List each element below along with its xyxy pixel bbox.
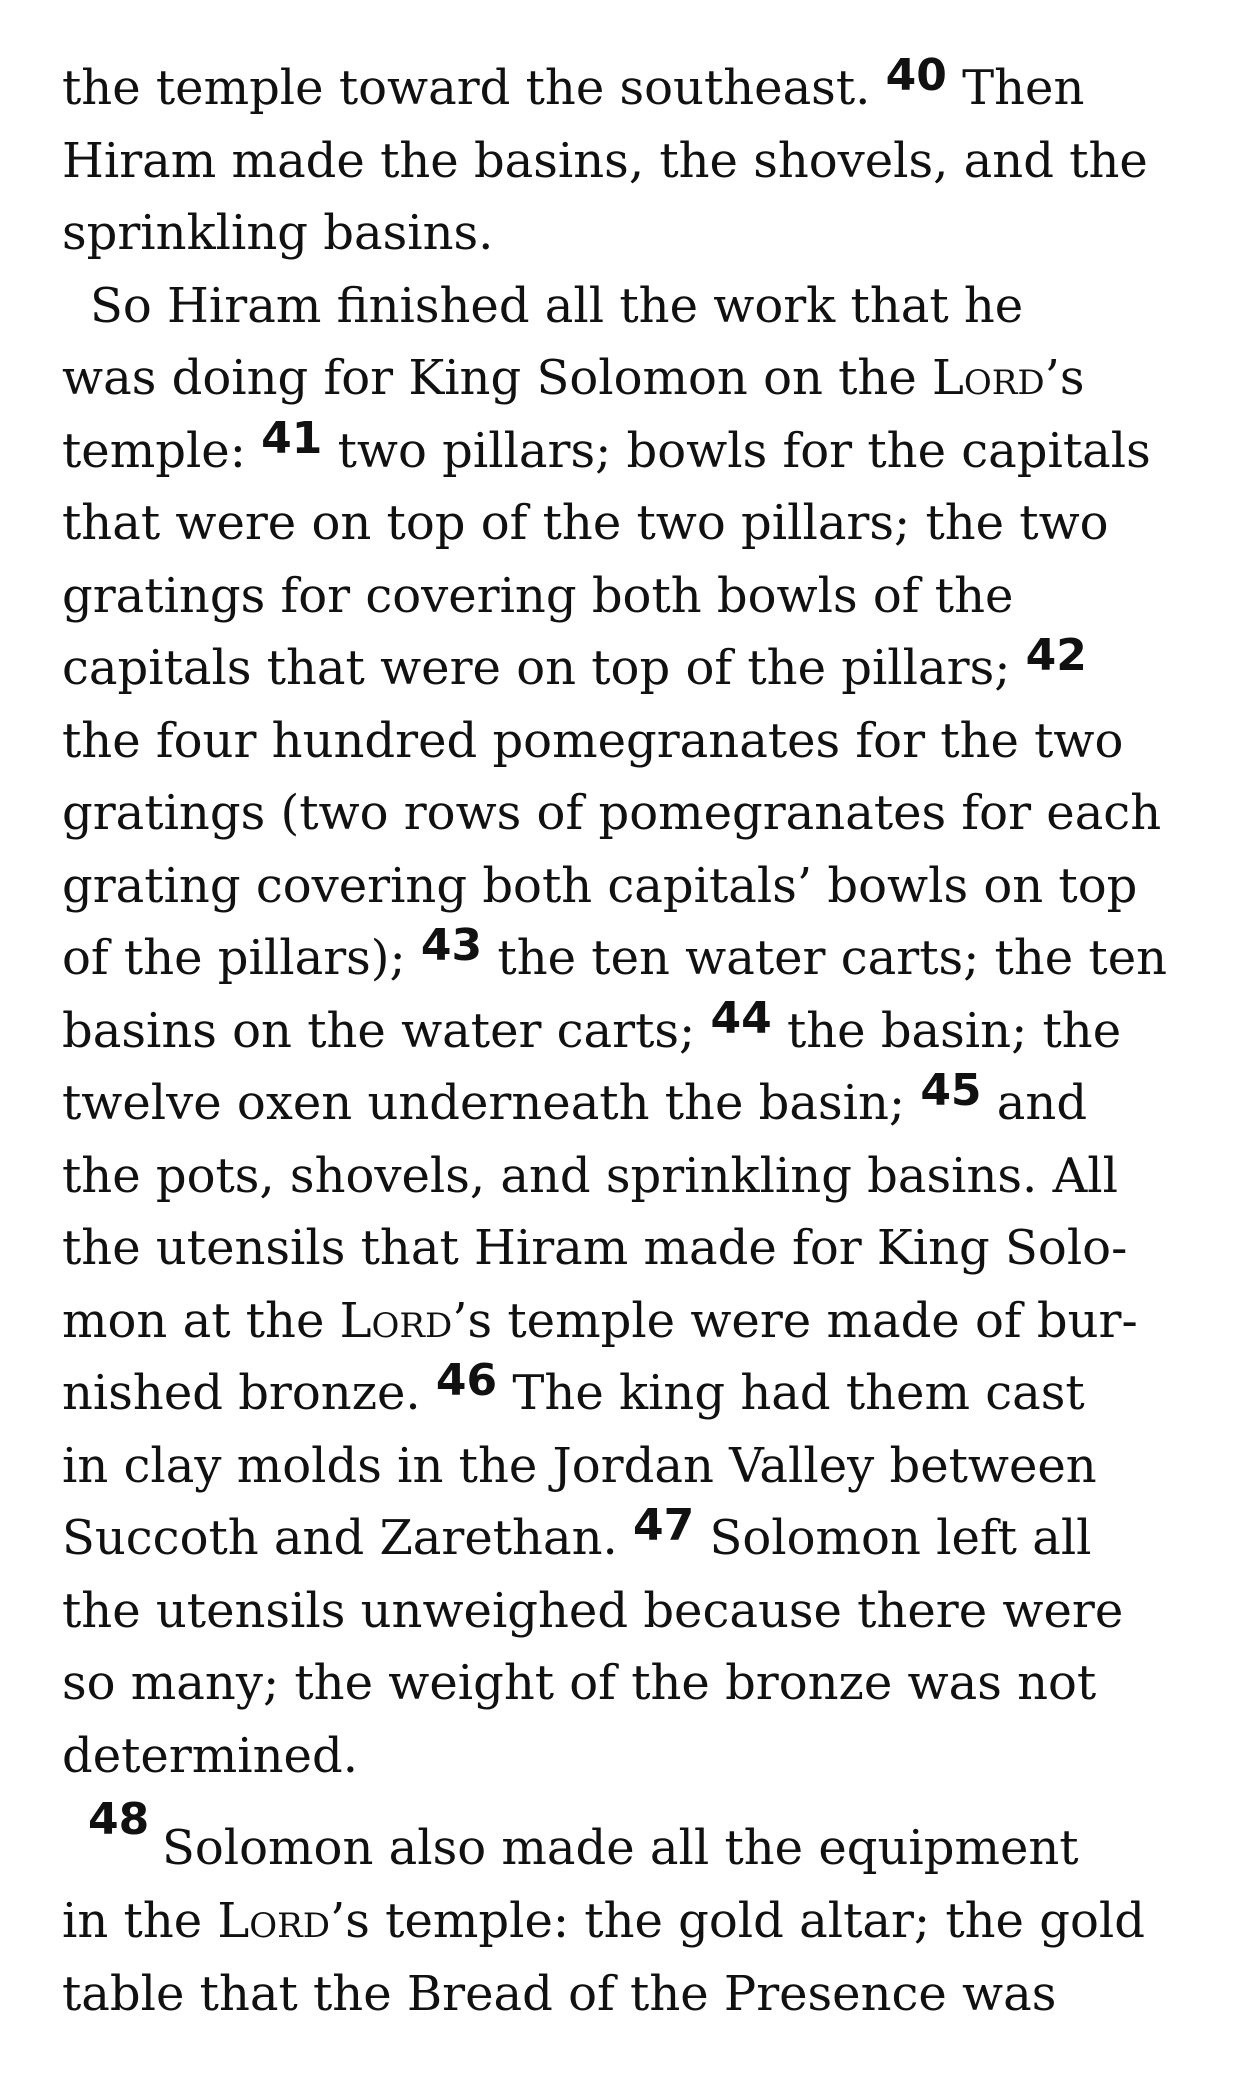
scripture-page bbox=[62, 52, 1192, 2030]
divine-name-small-caps: Lord bbox=[339, 1292, 453, 1349]
text-run: Hiram made the basins, the shovels, and the bbox=[62, 132, 1148, 189]
text-run: grating covering both capitals’ bowls on top bbox=[62, 857, 1138, 914]
verse-number: 48 bbox=[88, 1794, 150, 1845]
text-run: the ten water carts; the ten bbox=[482, 930, 1168, 986]
text-line bbox=[62, 270, 1192, 343]
text-run: in the bbox=[62, 1893, 218, 1949]
text-line bbox=[62, 992, 1192, 1068]
text-line bbox=[62, 1575, 1192, 1648]
text-run: the pots, shovels, and sprinkling basins. All bbox=[62, 1147, 1118, 1204]
text-run: So Hiram finished all the work that he bbox=[90, 277, 1024, 334]
text-run: ’s temple were made of bur- bbox=[452, 1292, 1138, 1349]
text-line bbox=[62, 1502, 1192, 1575]
text-line bbox=[62, 1357, 1192, 1430]
verse-number: 40 bbox=[885, 50, 947, 101]
verse-number: 45 bbox=[920, 1065, 982, 1116]
text-run: the basin; the bbox=[771, 1002, 1122, 1059]
text-run: in clay molds in the Jordan Valley between bbox=[62, 1437, 1097, 1494]
text-line bbox=[62, 1285, 1192, 1358]
text-run: gratings (two rows of pomegranates for each bbox=[62, 785, 1162, 841]
text-run: basins on the water carts; bbox=[62, 1002, 711, 1059]
text-run: the utensils that Hiram made for King Solo- bbox=[62, 1220, 1128, 1276]
verse-48-line bbox=[62, 1792, 1192, 1885]
text-line bbox=[62, 1958, 1192, 2031]
text-line bbox=[62, 560, 1192, 633]
verse-number: 41 bbox=[261, 412, 323, 464]
verse-number: 47 bbox=[633, 1500, 695, 1551]
text-run: ’s bbox=[1044, 350, 1085, 406]
text-line bbox=[62, 777, 1192, 850]
text-run: twelve oxen underneath the basin; bbox=[62, 1075, 921, 1131]
text-line bbox=[62, 1067, 1192, 1140]
divine-name-small-caps: Lord bbox=[217, 1893, 330, 1949]
verse-number: 46 bbox=[435, 1355, 498, 1406]
text-line bbox=[62, 850, 1192, 923]
text-line bbox=[62, 1720, 1192, 1793]
text-run: The king had them cast bbox=[497, 1365, 1085, 1421]
text-run: so many; the weight of the bronze was not bbox=[62, 1655, 1097, 1711]
verse-text: Solomon also made all the equipment bbox=[162, 1820, 1079, 1876]
text-run: table that the Bread of the Presence was bbox=[62, 1965, 1057, 2022]
text-run: gratings for covering both bowls of the bbox=[62, 567, 1014, 624]
text-run: Then bbox=[946, 60, 1085, 116]
text-line bbox=[62, 342, 1192, 415]
text-line bbox=[62, 632, 1192, 705]
text-run: and bbox=[981, 1075, 1088, 1131]
text-line bbox=[62, 487, 1192, 560]
text-run: temple: bbox=[62, 422, 262, 479]
text-line bbox=[62, 52, 1192, 125]
verse-number: 42 bbox=[1025, 630, 1087, 681]
paragraph-body-continued bbox=[62, 1885, 1192, 2030]
text-line bbox=[62, 125, 1192, 198]
text-run: the temple toward the southeast. bbox=[62, 60, 886, 116]
text-run: nished bronze. bbox=[62, 1365, 436, 1421]
text-run: capitals that were on top of the pillars; bbox=[62, 640, 1026, 696]
text-line bbox=[62, 1885, 1192, 1958]
text-run: the four hundred pomegranates for the two bbox=[62, 712, 1124, 769]
text-run: Solomon left all bbox=[694, 1510, 1092, 1566]
text-run: was doing for King Solomon on the bbox=[62, 350, 932, 406]
verse-number: 44 bbox=[710, 992, 772, 1044]
text-run: two pillars; bowls for the capitals bbox=[322, 422, 1151, 479]
text-run: that were on top of the two pillars; the two bbox=[62, 495, 1109, 551]
text-run: determined. bbox=[62, 1727, 358, 1784]
text-run: the utensils unweighed because there were bbox=[62, 1582, 1124, 1639]
paragraph-body bbox=[62, 52, 1192, 1792]
text-run: mon at the bbox=[62, 1292, 340, 1349]
divine-name-small-caps: Lord bbox=[932, 350, 1045, 406]
text-line bbox=[62, 1647, 1192, 1720]
text-line bbox=[62, 705, 1192, 778]
text-line bbox=[62, 197, 1192, 270]
verse-number: 43 bbox=[420, 920, 483, 971]
text-line bbox=[62, 412, 1192, 488]
text-run: Succoth and Zarethan. bbox=[62, 1510, 634, 1566]
text-run: of the pillars); bbox=[62, 930, 421, 986]
text-line bbox=[62, 1212, 1192, 1285]
text-run: sprinkling basins. bbox=[62, 205, 494, 261]
text-line bbox=[62, 922, 1192, 995]
text-line bbox=[62, 1140, 1192, 1213]
text-line bbox=[62, 1430, 1192, 1503]
text-run: ’s temple: the gold altar; the gold bbox=[330, 1893, 1145, 1949]
